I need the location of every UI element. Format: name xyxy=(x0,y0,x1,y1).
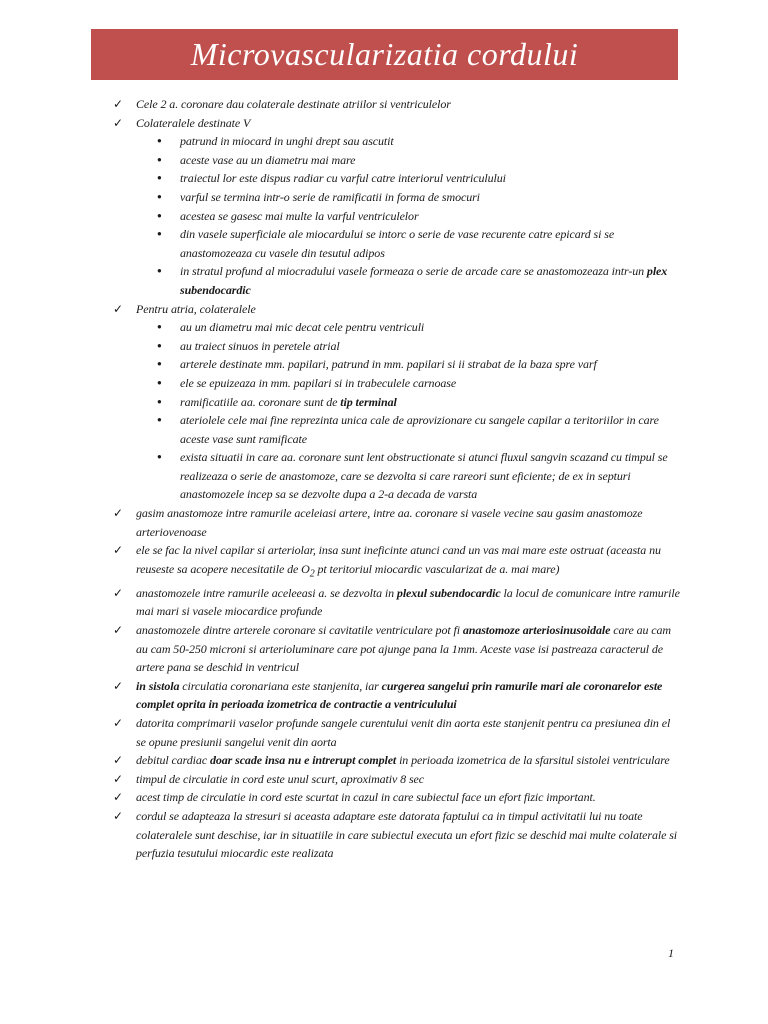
checklist-item xyxy=(0,504,768,541)
bullet-item xyxy=(0,411,768,448)
checklist-item xyxy=(0,751,768,770)
bullet-item xyxy=(0,132,768,151)
bullet-item xyxy=(0,151,768,170)
checklist-item xyxy=(0,541,768,584)
bullet-icon: ● xyxy=(157,173,162,183)
item-text: cordul se adapteaza la stresuri si aceasta adaptare este datorata faptului ca in timpul activitatii lui nu toate colateralele sunt deschise, iar in situatiile in care subiectul executa un efort fizic se deschid mai multe colaterale si perfuzia tesutului miocardic este realizata xyxy=(136,808,678,861)
bullet-item xyxy=(0,207,768,226)
item-text: aceste vase au un diametru mai mare xyxy=(180,152,356,167)
bullet-item xyxy=(0,355,768,374)
bullet-item xyxy=(0,393,768,412)
item-text: Pentru atria, colateralele xyxy=(136,301,256,316)
bullet-icon: ● xyxy=(157,415,162,425)
bullet-icon: ● xyxy=(157,136,162,146)
checkmark-icon: ✓ xyxy=(113,506,123,521)
bold-text: tip terminal xyxy=(340,394,397,409)
bullet-icon: ● xyxy=(157,452,162,462)
item-text: Colateralele destinate V xyxy=(136,115,251,130)
document-title: Microvascularizatia cordului xyxy=(190,36,579,72)
item-text: debitul cardiac xyxy=(136,753,210,768)
checkmark-icon: ✓ xyxy=(113,753,123,768)
checkmark-icon: ✓ xyxy=(113,678,123,693)
item-text: exista situatii in care aa. coronare sunt lent obstructionate si atunci fluxul sangvin scazand cu timpul se realizeaza o serie de anastomoze, care se dezvolta si care rareori sunt eficiente; de ex in septuri anastomozele incep sa se dezvolte dupa a 2-a decada de varsta xyxy=(180,450,668,502)
checkmark-icon: ✓ xyxy=(113,771,123,786)
item-text: la locul de comunicare intre ramurile mai mari si vasele miocardice profunde xyxy=(136,585,680,619)
item-text: anastomozele intre ramurile aceleeasi a. se dezvolta in xyxy=(136,585,397,600)
page-number: 1 xyxy=(668,946,674,960)
bullet-icon: ● xyxy=(157,340,162,350)
item-text: acestea se gasesc mai multe la varful ventriculelor xyxy=(180,208,419,223)
checklist-item xyxy=(0,114,768,133)
item-text: acest timp de circulatie in cord este scurtat in cazul in care subiectul face un efort fizic important. xyxy=(136,790,596,805)
bullet-icon: ● xyxy=(157,359,162,369)
bullet-icon: ● xyxy=(157,229,162,239)
checklist-item xyxy=(0,95,768,114)
item-text: ramificatiile aa. coronare sunt de xyxy=(180,394,341,409)
bold-text: anastomoze arteriosinusoidale xyxy=(462,623,611,638)
bullet-icon: ● xyxy=(157,191,162,201)
item-text: datorita comprimarii vaselor profunde sangele curentului venit din aorta este stanjenit pentru ca presiunea din el se opune presiunii sangelui venit din aorta xyxy=(136,715,671,749)
checklist-item xyxy=(0,621,768,677)
item-text: in perioada izometrica de la sfarsitul sistolei ventriculare xyxy=(396,753,670,768)
title-banner xyxy=(91,29,678,80)
checkmark-icon: ✓ xyxy=(113,623,123,638)
checkmark-icon: ✓ xyxy=(113,301,123,316)
item-text: arterele destinate mm. papilari, patrund in mm. papilari si ii strabat de la baza spre varf xyxy=(180,357,597,372)
checkmark-icon: ✓ xyxy=(113,97,123,111)
bullet-icon: ● xyxy=(157,210,162,220)
bullet-item xyxy=(0,318,768,337)
bullet-icon: ● xyxy=(157,377,162,387)
bullet-item xyxy=(0,169,768,188)
bullet-icon: ● xyxy=(157,266,162,276)
bullet-item xyxy=(0,262,768,299)
bullet-item xyxy=(0,225,768,262)
item-text: varful se termina intr-o serie de ramificatii in forma de smocuri xyxy=(180,189,480,204)
checklist-item xyxy=(0,714,768,751)
item-text: ele se epuizeaza in mm. papilari si in trabeculele carnoase xyxy=(180,375,457,390)
bullet-icon: ● xyxy=(157,322,162,332)
checklist-item xyxy=(0,677,768,714)
checklist-item xyxy=(0,584,768,621)
item-text: ele se fac la nivel capilar si arteriolar, insa sunt ineficinte atunci cand un vas mai mare este ostruat (aceasta nu reuseste sa acopere necesitatile de O xyxy=(136,543,661,576)
checkmark-icon: ✓ xyxy=(113,790,123,805)
checkmark-icon: ✓ xyxy=(113,115,123,130)
bullet-item xyxy=(0,188,768,207)
checklist-item xyxy=(0,807,768,863)
bullet-icon: ● xyxy=(157,154,162,164)
item-text: pt teritoriul miocardic vascularizat de a. mai mare) xyxy=(314,561,560,576)
bullet-icon: ● xyxy=(157,396,162,406)
item-text: care au cam au cam 50-250 microni si arterioluminare care pot ajunge pana la 1mm. Aceste vase isi pastreaza caracterul de artere pana se deschid in ventricul xyxy=(136,623,671,675)
checkmark-icon: ✓ xyxy=(113,808,123,823)
item-text: ateriolele cele mai fine reprezinta unica cale de aprovizionare cu sangele capilar a teritoriilor in care aceste vase sunt ramificate xyxy=(180,413,659,446)
subscript-text: 2 xyxy=(309,568,315,580)
bold-text: curgerea sangelui prin ramurile mari ale coronarelor este complet oprita in perioada izometrica de contractie a ventriculului xyxy=(136,678,663,712)
item-text: circulatia coronariana este stanjenita, iar xyxy=(179,678,382,693)
item-text: patrund in miocard in unghi drept sau ascutit xyxy=(180,134,394,149)
item-text: in stratul profund al miocradului vasele formeaza o serie de arcade care se anastomozeaza intr-un xyxy=(180,264,647,279)
item-text: traiectul lor este dispus radiar cu varful catre interiorul ventriculului xyxy=(180,171,506,186)
bullet-item xyxy=(0,374,768,393)
checkmark-icon: ✓ xyxy=(113,715,123,730)
checklist-item xyxy=(0,788,768,807)
item-text: anastomozele dintre arterele coronare si cavitatile ventriculare pot fi xyxy=(136,623,463,638)
bullet-item xyxy=(0,448,768,504)
document-body xyxy=(0,95,768,863)
item-text: din vasele superficiale ale miocardului se intorc o serie de vase recurente catre epicard si se anastomozeaza cu vasele din tesutul adipos xyxy=(180,227,615,260)
item-text: au traiect sinuos in peretele atrial xyxy=(180,338,340,353)
checklist-item xyxy=(0,770,768,789)
checklist-item xyxy=(0,300,768,319)
bullet-item xyxy=(0,337,768,356)
bold-text: plex subendocardic xyxy=(180,264,668,297)
bold-text: in sistola xyxy=(136,678,180,693)
checkmark-icon: ✓ xyxy=(113,585,123,600)
item-text: au un diametru mai mic decat cele pentru ventriculi xyxy=(180,320,425,335)
item-text: timpul de circulatie in cord este unul scurt, aproximativ 8 sec xyxy=(136,771,424,786)
item-text: gasim anastomoze intre ramurile aceleiasi artere, intre aa. coronare si vasele vecine sau gasim anastomoze arteriovenoase xyxy=(136,506,643,539)
bold-text: plexul subendocardic xyxy=(396,585,501,600)
item-text: Cele 2 a. coronare dau colaterale destinate atriilor si ventriculelor xyxy=(136,97,451,111)
bold-text: doar scade insa nu e intrerupt complet xyxy=(209,753,397,768)
checkmark-icon: ✓ xyxy=(113,543,123,558)
